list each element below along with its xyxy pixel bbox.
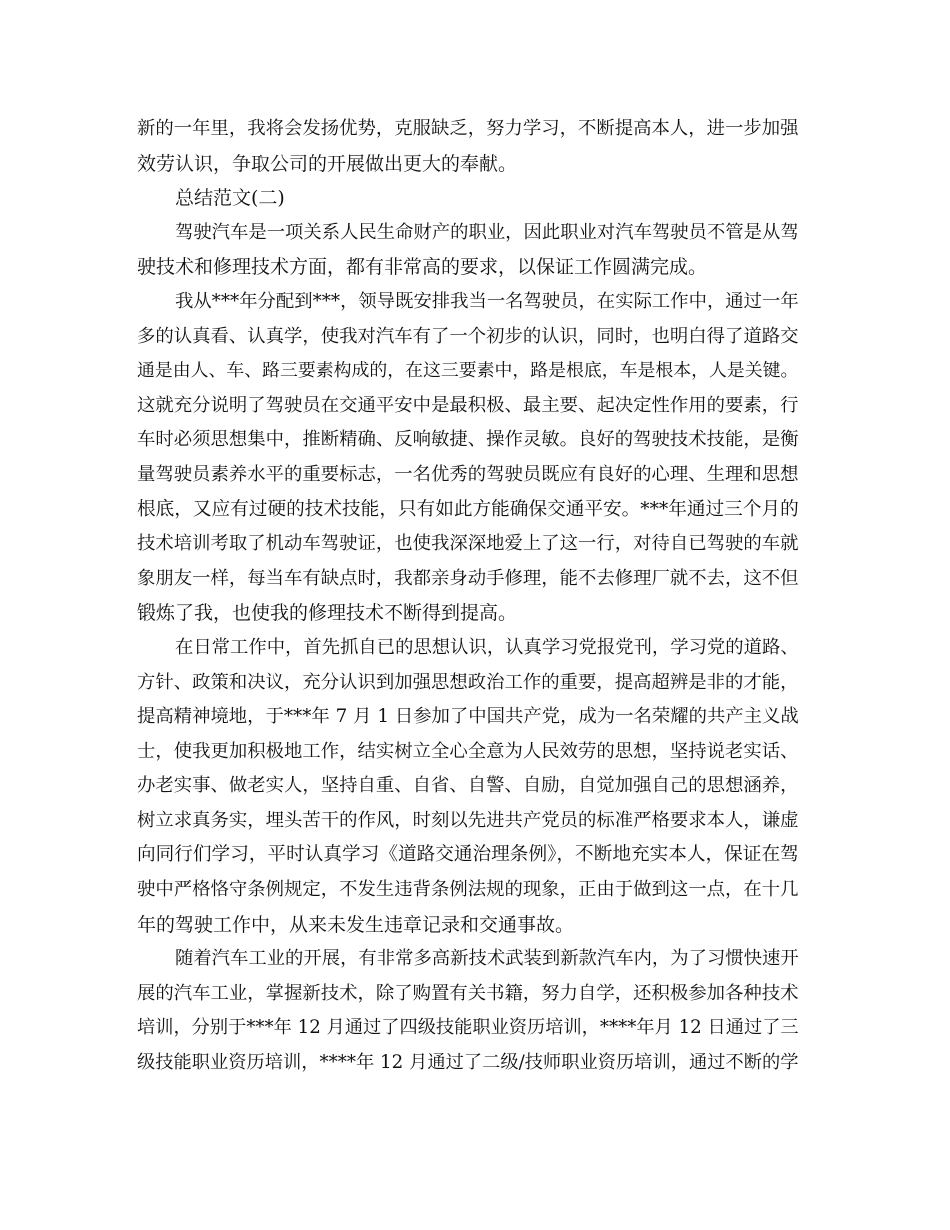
text-line: 办老实事、做老实人，坚持自重、自省、自警、自励，自觉加强自己的思想涵养，	[137, 775, 799, 797]
text-line: 展的汽车工业，掌握新技术，除了购置有关书籍，努力自学，还积极参加各种技术	[137, 982, 799, 1004]
text-line: 提高精神境地，于***年 7 月 1 日参加了中国共产党，成为一名荣耀的共产主义战	[137, 706, 799, 728]
text-line: 多的认真看、认真学，使我对汽车有了一个初步的认识，同时，也明白得了道路交	[137, 325, 799, 347]
paragraph-first-line: 随着汽车工业的开展，有非常多高新技术武装到新款汽车内，为了习惯快速开	[175, 948, 799, 970]
text-line: 级技能职业资历培训，****年 12 月通过了二级/技师职业资历培训，通过不断的学	[137, 1052, 799, 1074]
text-line: 技术培训考取了机动车驾驶证，也使我深深地爱上了这一行，对待自已驾驶的车就	[137, 533, 799, 555]
text-line: 根底，又应有过硬的技术技能，只有如此方能确保交通平安。***年通过三个月的	[137, 498, 799, 520]
paragraph-first-line: 我从***年分配到***，领导既安排我当一名驾驶员，在实际工作中，通过一年	[175, 290, 799, 312]
text-line: 驶技术和修理技术方面，都有非常高的要求，以保证工作圆满完成。	[137, 256, 708, 279]
text-line: 效劳认识，争取公司的开展做出更大的奉献。	[137, 152, 518, 175]
text-line: 车时必须思想集中，推断精确、反响敏捷、操作灵敏。良好的驾驶技术技能，是衡	[137, 429, 799, 451]
text-line: 士，使我更加积极地工作，结实树立全心全意为人民效劳的思想，坚持说老实话、	[137, 740, 799, 762]
paragraph-first-line: 在日常工作中，首先抓自已的思想认识，认真学习党报党刊，学习党的道路、	[175, 636, 799, 658]
text-line: 驶中严格恪守条例规定，不发生违背条例法规的现象，正由于做到这一点，在十几	[137, 879, 799, 901]
document-body	[137, 112, 799, 1081]
text-line: 向同行们学习，平时认真学习《道路交通治理条例》，不断地充实本人，保证在驾	[137, 844, 799, 866]
text-line: 锻炼了我，也使我的修理技术不断得到提高。	[137, 602, 518, 625]
text-line: 量驾驶员素养水平的重要标志，一名优秀的驾驶员既应有良好的心理、生理和思想	[137, 463, 799, 485]
text-line: 通是由人、车、路三要素构成的，在这三要素中，路是根底，车是根本，人是关键。	[137, 360, 799, 382]
paragraph-first-line: 驾驶汽车是一项关系人民生命财产的职业，因此职业对汽车驾驶员不管是从驾	[175, 221, 799, 243]
text-line: 培训，分别于***年 12 月通过了四级技能职业资历培训，****年月 12 日通过了三	[137, 1017, 799, 1039]
text-line: 这就充分说明了驾驶员在交通平安中是最积极、最主要、起决定性作用的要素，行	[137, 394, 799, 416]
paragraph-first-line: 总结范文(二)	[175, 187, 285, 210]
text-line: 年的驾驶工作中，从来未发生违章记录和交通事故。	[137, 913, 575, 936]
text-line: 新的一年里，我将会发扬优势，克服缺乏，努力学习，不断提高本人，进一步加强	[137, 118, 799, 139]
text-line: 象朋友一样，每当车有缺点时，我都亲身动手修理，能不去修理厂就不去，这不但	[137, 567, 799, 589]
text-line: 树立求真务实，埋头苦干的作风，时刻以先进共产党员的标准严格要求本人，谦虚	[137, 809, 799, 831]
text-line: 方针、政策和决议，充分认识到加强思想政治工作的重要，提高超辨是非的才能，	[137, 671, 799, 693]
